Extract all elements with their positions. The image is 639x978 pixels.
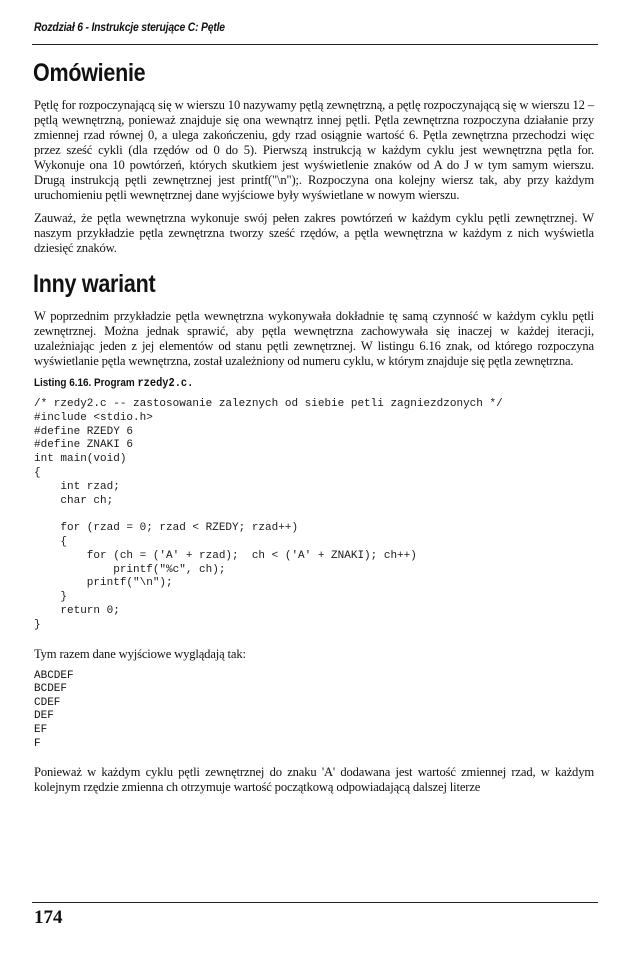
section-heading-omowienie: Omówienie [33,59,146,87]
running-header: Rozdział 6 - Instrukcje sterujące C: Pętle [34,22,225,34]
closing-paragraph: Ponieważ w każdym cyklu pętli zewnętrznej do znaku 'A' dodawana jest wartość zmiennej rzad, w każdym kolejnym rzędzie zmienna ch otrzymuje wartość początkową odpowiadającą dalszej literze [34,765,594,795]
book-page [34,22,594,803]
listing-label: Listing 6.16. Program [34,377,135,389]
code-listing: /* rzedy2.c -- zastosowanie zaleznych od siebie petli zagniezdzonych */ #include <stdio.h> #define RZEDY 6 #define ZNAKI 6 int main(void) { int rzad; char ch; for (rzad = 0; rzad < RZEDY; rzad++) { for (ch = ('A' + rzad); ch < ('A' + ZNAKI); ch++) printf("%c", ch); printf("\n"); } return 0; } [34,398,503,631]
output-intro: Tym razem dane wyjściowe wyglądają tak: [34,646,246,661]
paragraph-omowienie-1: Pętlę for rozpoczynającą się w wierszu 10 nazywamy pętlą zewnętrzną, a pętlę rozpoczynającą się w wierszu 12 – pętlą wewnętrzną, ponieważ znajduje się ona wewnątrz innej pętli. Pętla zewnętrzna rozpoczyna działanie przy zmiennej rzad równej 0, a ulega zakończeniu, gdy rzad osiągnie wartość 6. Pętla zewnętrzna przechodzi więc przez sześć cykli (dla rzędów od 0 do 5). Pierwszą instrukcją w każdym cyklu jest wewnętrzna pętla for. Wykonuje ona 10 powtórzeń, których skutkiem jest wyświetlenie znaków od A do J w tym samym wierszu. Drugą instrukcją pętli zewnętrznej jest printf("\n");. Rozpoczyna ona kolejny wiersz tak, aby przy każdym uruchomieniu pętli wewnętrznej dane wyjściowe były wyświetlane w nowym wierszu. [34,98,594,202]
page-number: 174 [34,907,63,928]
paragraph-omowienie-2: Zauważ, że pętla wewnętrzna wykonuje swój pełen zakres powtórzeń w każdym cyklu pętli zewnętrznej. W naszym przykładzie pętla zewnętrzna tworzy sześć rzędów, a pętla wewnętrzna w każdym z nich wyświetla dziesięć znaków. [34,211,594,255]
page-footer [34,902,600,929]
footer-rule [32,902,598,903]
listing-filename: rzedy2.c. [137,377,194,390]
section-heading-inny-wariant: Inny wariant [33,270,156,298]
program-output: ABCDEF BCDEF CDEF DEF EF F [34,669,74,750]
paragraph-inny-wariant-1: W poprzednim przykładzie pętla wewnętrzna wykonywała dokładnie tę samą czynność w każdym cyklu pętli zewnętrznej. Można jednak sprawić, aby pętla wewnętrzna zachowywała się inaczej w każdej iteracji, uzależniając jeden z jej elementów od stanu pętli zewnętrznej. W listingu 6.16 znak, od którego rozpoczyna wyświetlanie pętla wewnętrzna, został uzależniony od numeru cyklu, w którym znajduje się pętla zewnętrzna. [34,309,594,368]
listing-caption [34,377,538,390]
header-rule [32,44,598,45]
